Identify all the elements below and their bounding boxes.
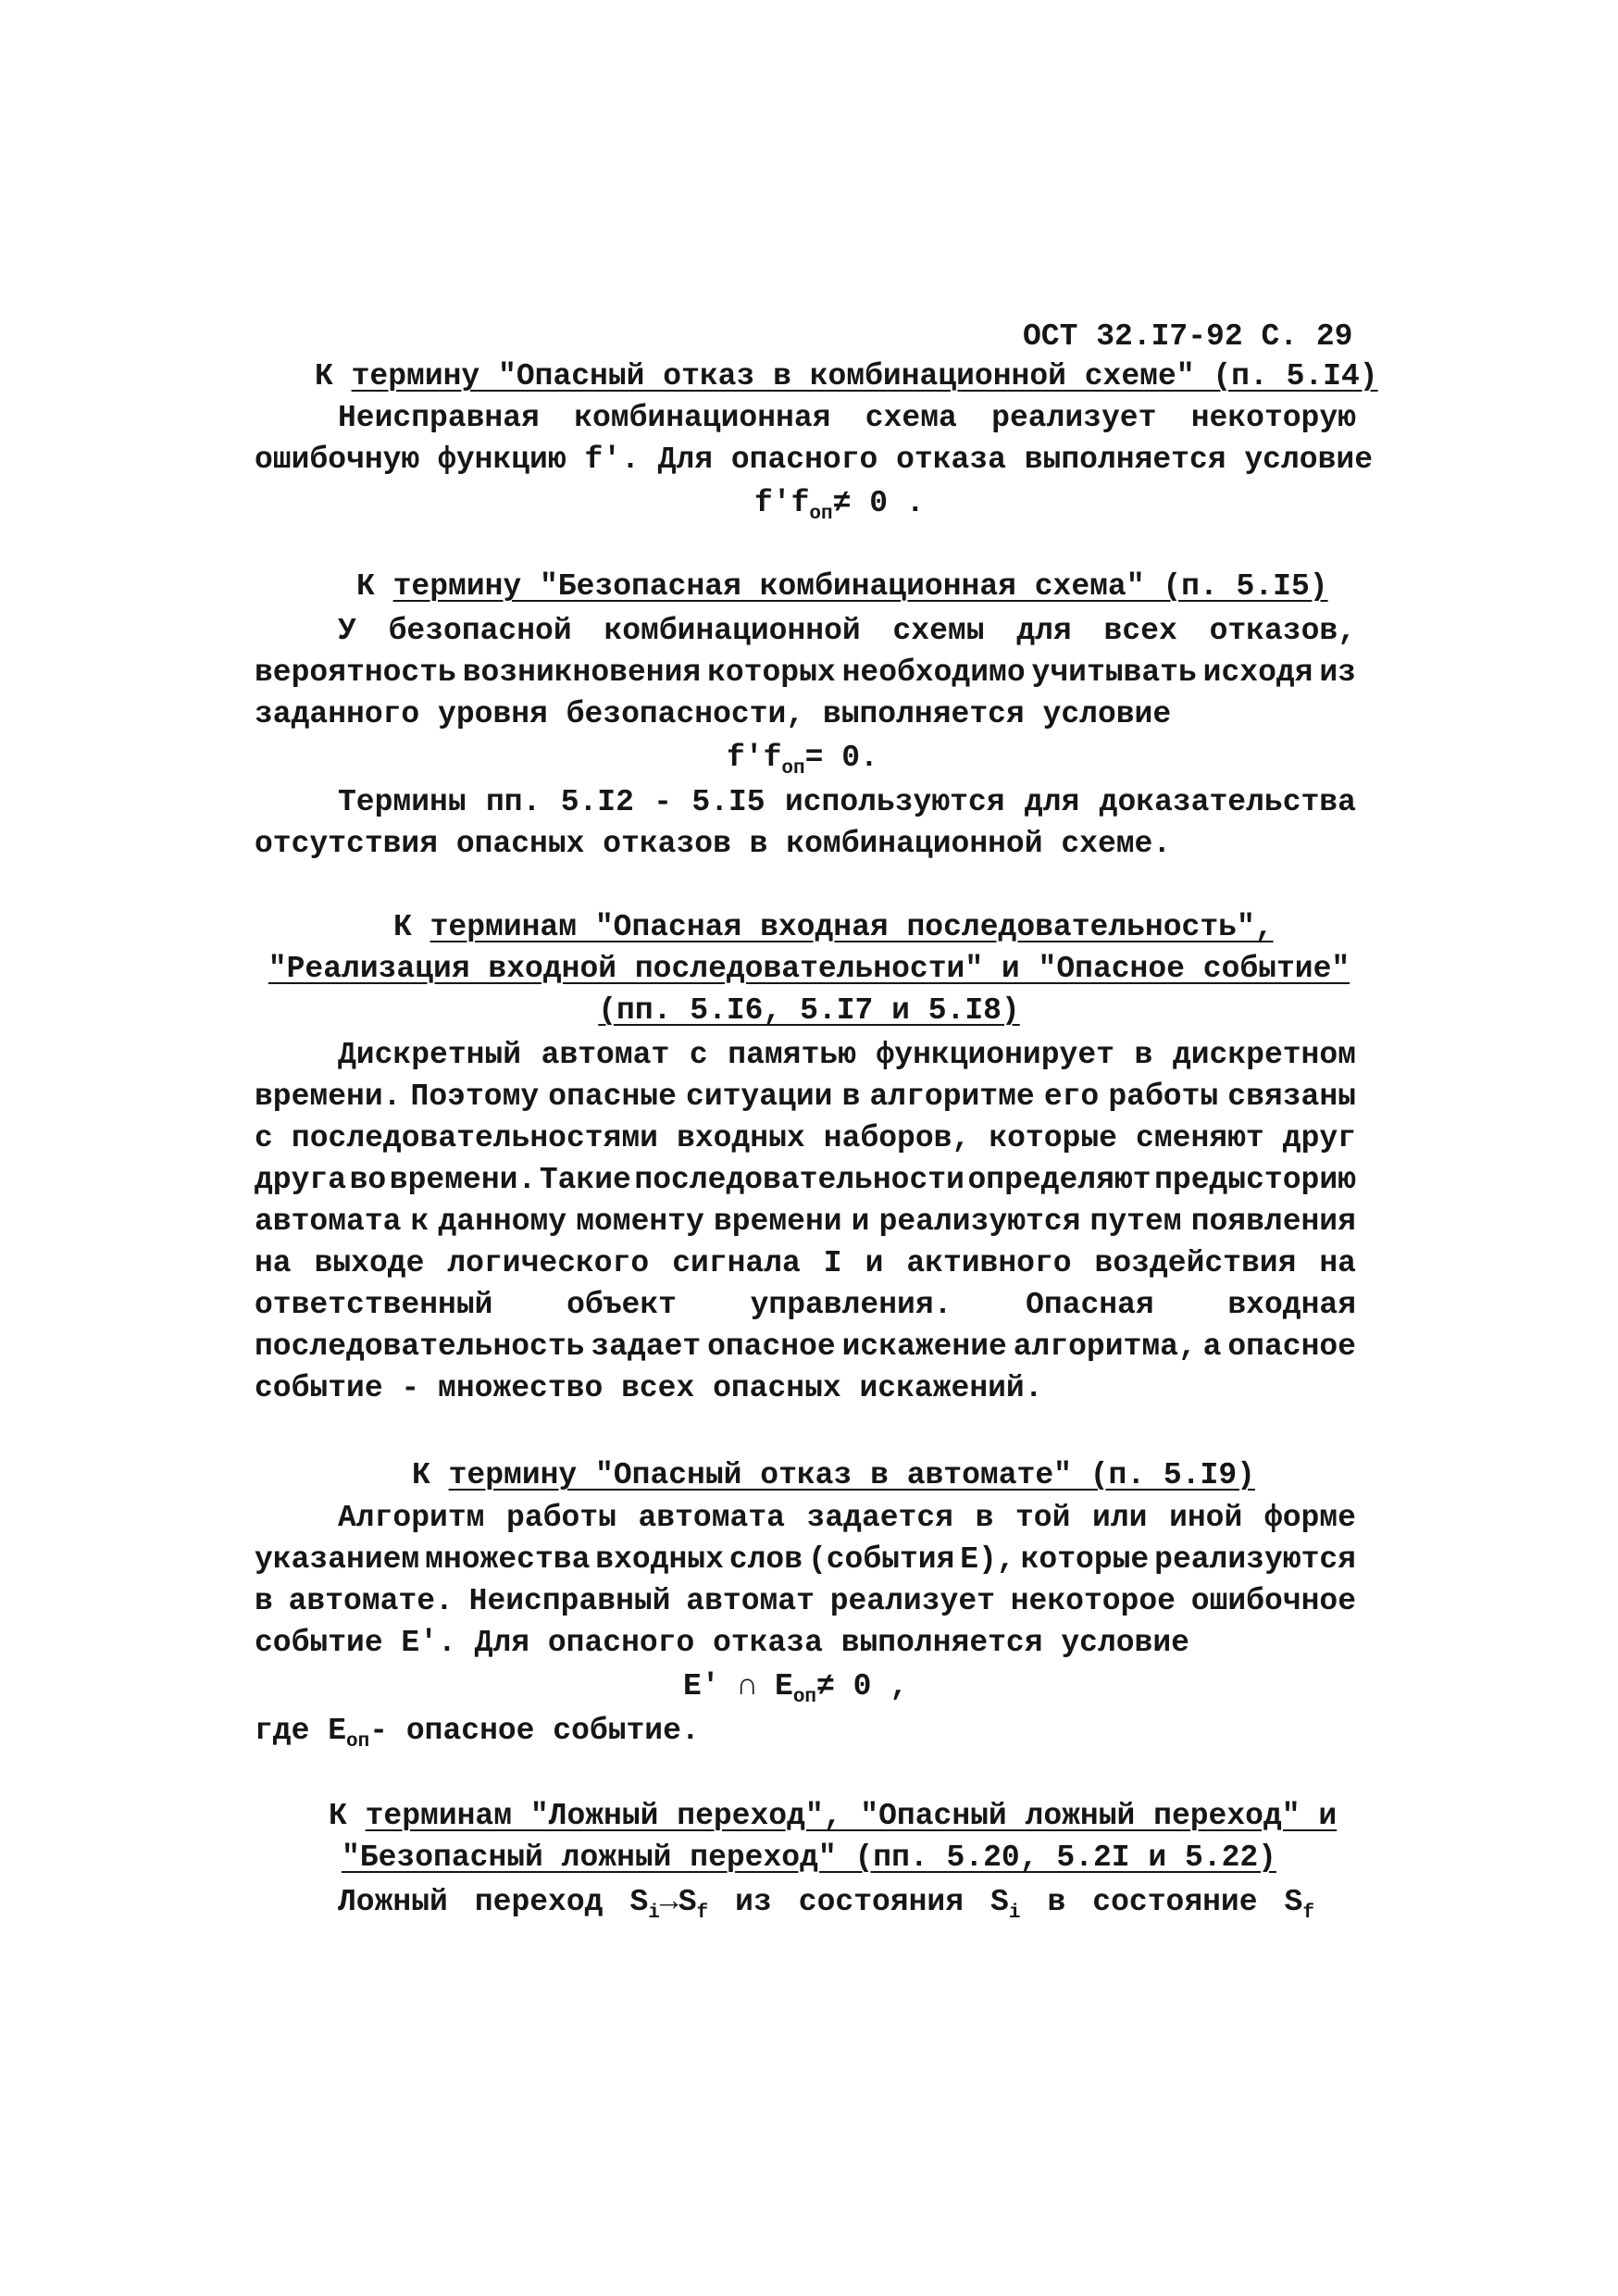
paragraph-line: ответственный объект управления. Опасная входная (255, 1288, 1356, 1322)
page-header: ОСТ 32.I7-92 С. 29 (1023, 319, 1353, 354)
formula: $f'f_{оп}\ne 0$ . (754, 486, 925, 525)
state-symbol: $S_i$ (990, 1885, 1021, 1924)
section-heading: (пп. 5.I6, 5.I7 и 5.I8) (598, 993, 1020, 1028)
paragraph-line: с последовательностями входных наборов, которые сменяют друг (255, 1121, 1356, 1155)
section-heading: К терминам "Опасная входная последовательность", (393, 910, 1274, 944)
section-heading: "Безопасный ложный переход" (пп. 5.20, 5.2I и 5.22) (342, 1841, 1276, 1875)
paragraph-line: Термины пп. 5.I2 - 5.I5 используются для доказательства (338, 785, 1356, 819)
paragraph-line: вероятность возникновения которых необходимо учитывать исходя из (255, 655, 1356, 690)
section-heading: К термину "Опасный отказ в автомате" (п. 5.I9) (412, 1458, 1255, 1492)
transition-expression: $S_i\to S_f$ (629, 1885, 709, 1924)
section-heading: К термину "Безопасная комбинационная схема" (п. 5.I5) (356, 569, 1328, 604)
paragraph-line: друга во времени. Такие последовательности определяют предысторию (255, 1163, 1356, 1197)
formula: $f'f_{оп}= 0$. (727, 741, 878, 780)
paragraph-line: Ложный переход $S_i\to S_f$ из состояния $S_i$ в состояние $S_f$ (338, 1882, 1314, 1923)
paragraph-line: указанием множества входных слов (события Е), которые реализуются (255, 1542, 1356, 1577)
paragraph-line: последовательность задает опасное искажение алгоритма, а опасное (255, 1329, 1356, 1364)
section-heading: К терминам "Ложный переход", "Опасный ложный переход" и (329, 1799, 1338, 1833)
paragraph-line: Алгоритм работы автомата задается в той или иной форме (338, 1501, 1356, 1535)
paragraph-line: времени. Поэтому опасные ситуации в алгоритме его работы связаны (255, 1079, 1356, 1114)
paragraph-line: заданного уровня безопасности, выполняется условие (255, 697, 1172, 731)
section-heading: К термину "Опасный отказ в комбинационной схеме" (п. 5.I4) (315, 359, 1378, 393)
paragraph-line: событие Е'. Для опасного отказа выполняется условие (255, 1626, 1189, 1660)
paragraph-line: У безопасной комбинационной схемы для всех отказов, (338, 614, 1356, 648)
formula: Е' ∩ $Е_{оп}\ne 0$ , (683, 1669, 909, 1708)
paragraph-line: где $Е_{оп}-$ опасное событие. (255, 1714, 700, 1753)
paragraph-line: на выходе логического сигнала I и активного воздействия на (255, 1246, 1356, 1280)
paragraph-line: ошибочную функцию f'. Для опасного отказа выполняется условие (255, 443, 1373, 477)
paragraph-line: в автомате. Неисправный автомат реализует некоторое ошибочное (255, 1584, 1356, 1618)
paragraph-line: автомата к данному моменту времени и реализуются путем появления (255, 1204, 1356, 1239)
paragraph-line: отсутствия опасных отказов в комбинационной схеме. (255, 827, 1172, 861)
section-heading: "Реализация входной последовательности" и "Опасное событие" (268, 952, 1350, 986)
paragraph-line: Неисправная комбинационная схема реализует некоторую (338, 401, 1356, 435)
state-symbol: $S_f$ (1284, 1885, 1314, 1924)
paragraph-line: событие - множество всех опасных искажений. (255, 1371, 1043, 1405)
paragraph-line: Дискретный автомат с памятью функционирует в дискретном (338, 1038, 1356, 1072)
